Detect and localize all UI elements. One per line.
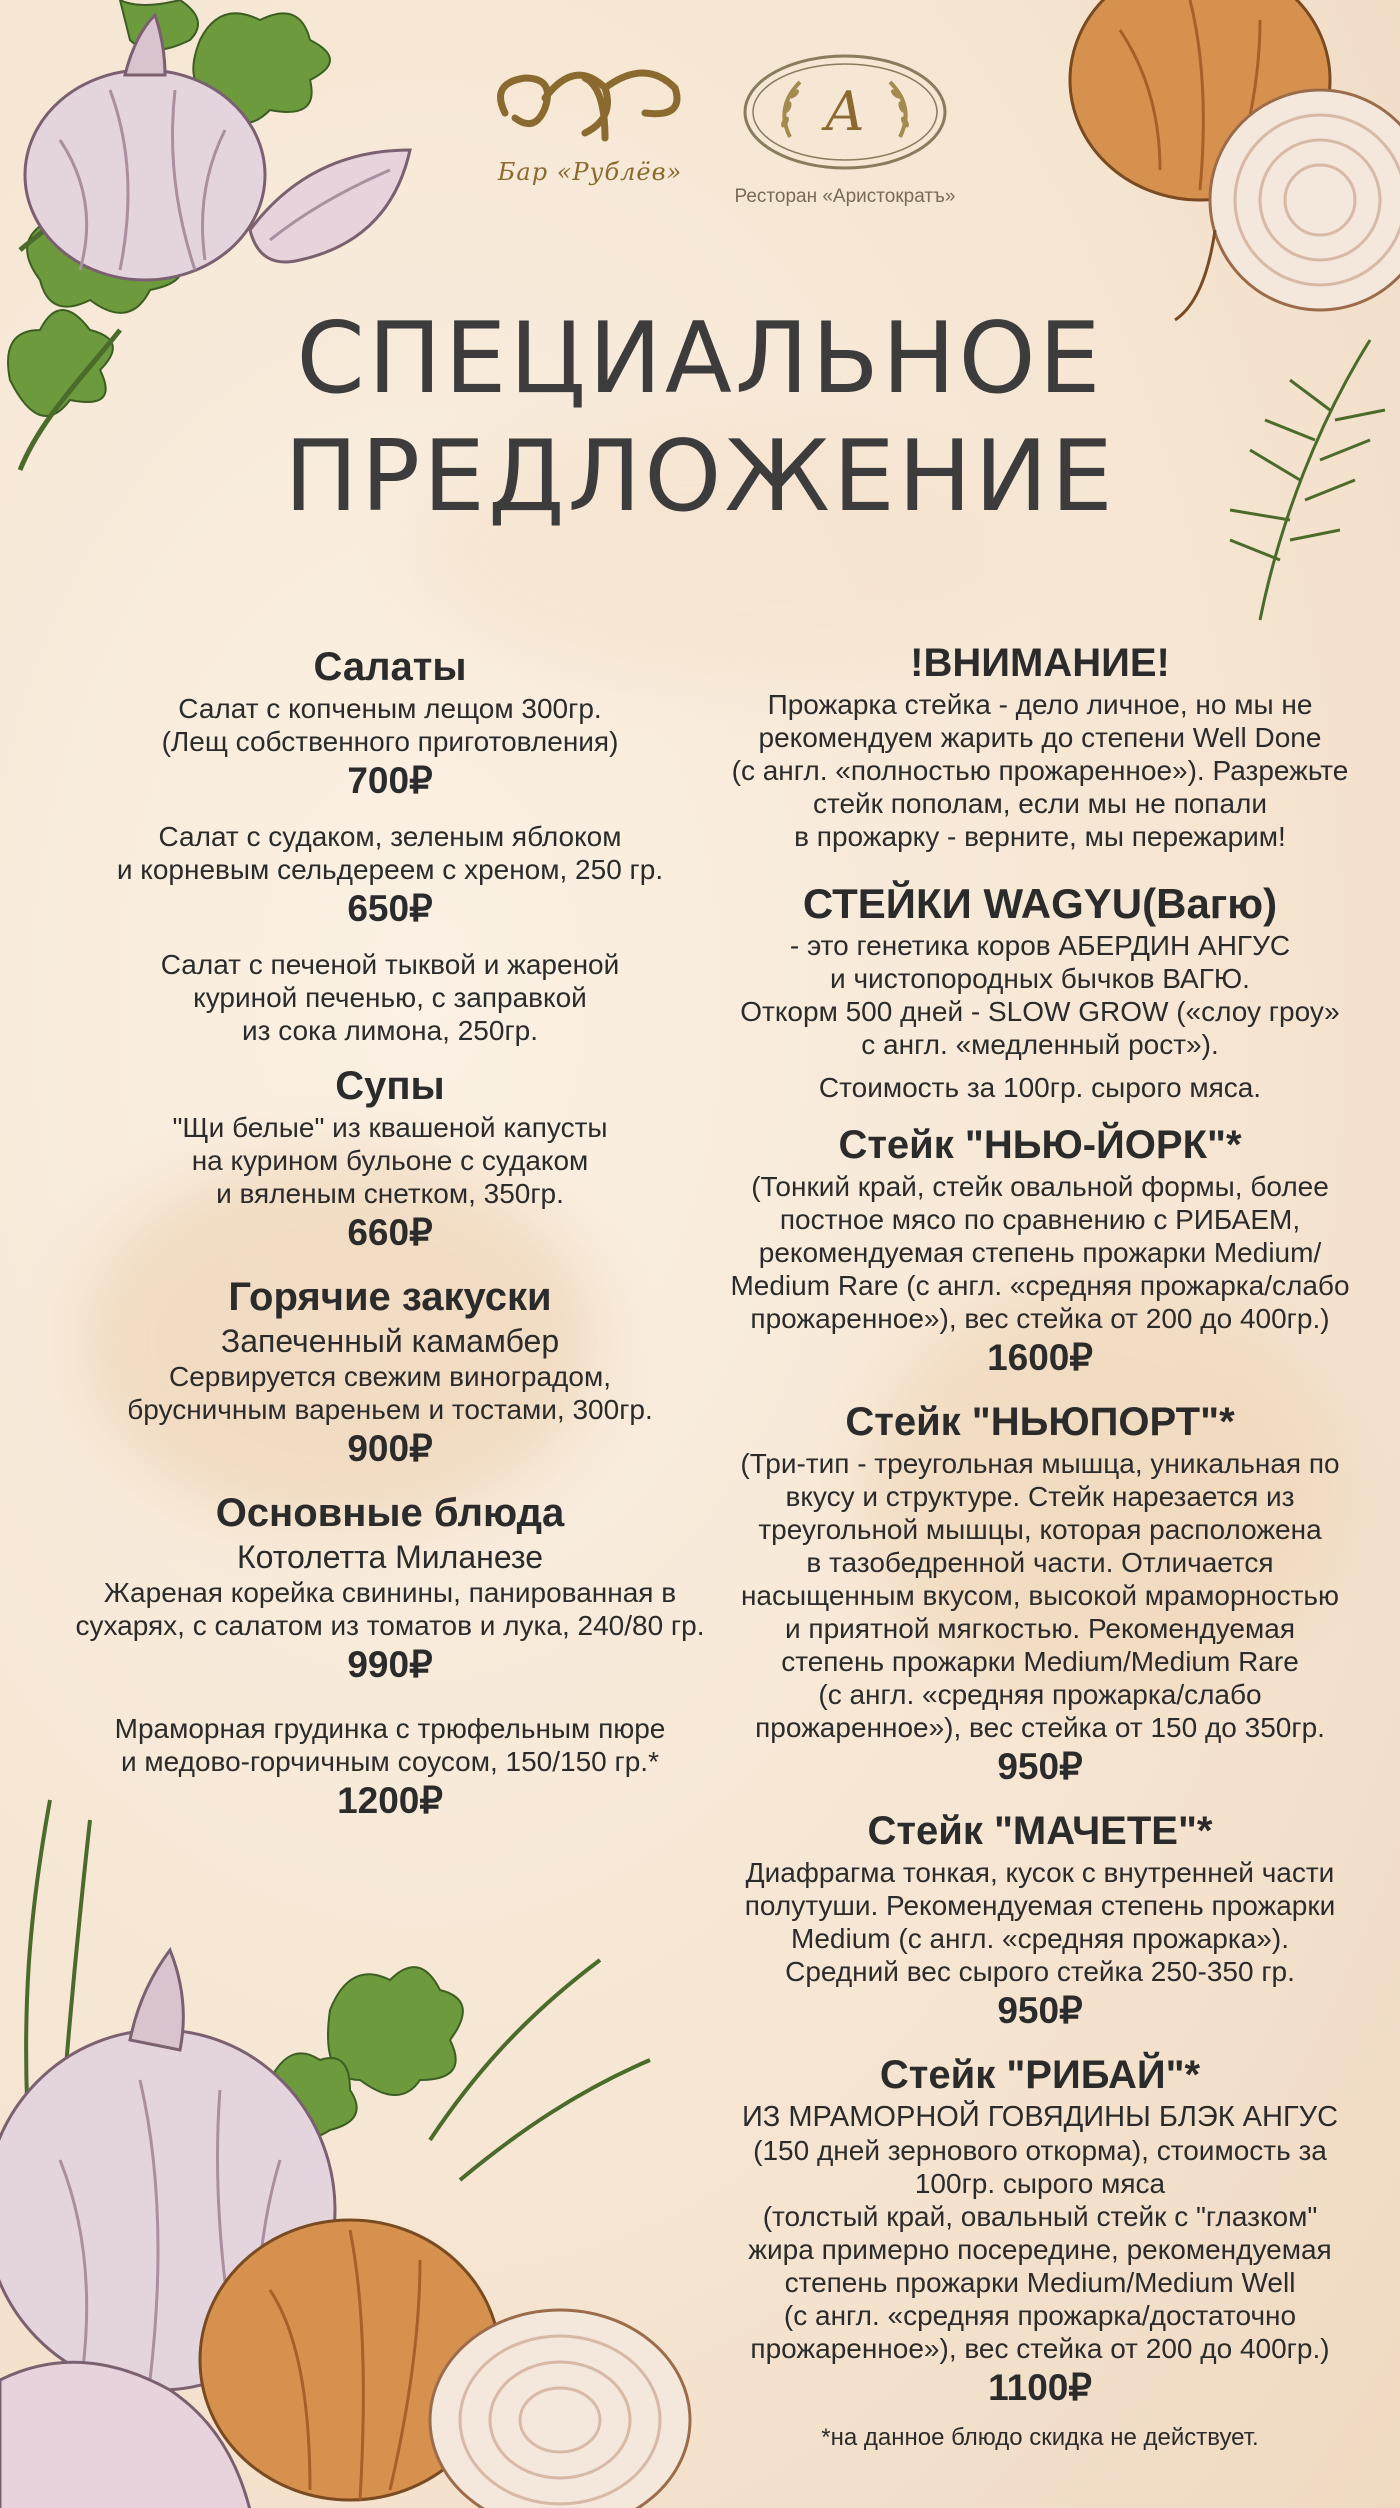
bar-rublev-logo xyxy=(470,58,710,228)
menu-item-description: Салат с судаком, зеленым яблоком и корневым сельдереем с хреном, 250 гр. xyxy=(116,821,664,885)
attention-text: Прожарка стейка - дело личное, но мы не рекомендуем жарить до степени Well Done (с англ. «полностью прожаренное»). Разрежьте стейк пополам, если мы не попали в прожарку - верните, мы пережарим! xyxy=(731,689,1349,852)
steak-heading: Стейк "НЬЮПОРТ"* xyxy=(845,1400,1235,1444)
section-heading-main-courses: Основные блюда xyxy=(215,1491,565,1535)
wagyu-price-note: Стоимость за 100гр. сырого мяса. xyxy=(818,1072,1262,1103)
aristokrat-caption: Ресторан «Аристократъ» xyxy=(734,186,956,207)
menu-item-description: Салат с копченым лещом 300гр. (Лещ собственного приготовления) xyxy=(161,693,619,757)
steak-price: 950₽ xyxy=(997,1746,1083,1787)
menu-item-description: Мраморная грудинка с трюфельным пюре и медово-горчичным соусом, 150/150 гр.* xyxy=(114,1713,666,1777)
menu-item-description: Салат с печеной тыквой и жареной куриной печенью, с заправкой из сока лимона, 250гр. xyxy=(160,949,620,1046)
menu-item-description: Сервируется свежим виноградом, брусничным вареньем и тостами, 300гр. xyxy=(127,1361,653,1425)
steak-price: 950₽ xyxy=(997,1990,1083,2031)
steak-price: 1100₽ xyxy=(988,2367,1092,2408)
steak-subheading: ИЗ МРАМОРНОЙ ГОВЯДИНЫ БЛЭК АНГУС xyxy=(741,2101,1339,2133)
page-title xyxy=(0,300,1400,536)
section-heading-hot-appetizers: Горячие закуски xyxy=(228,1275,552,1319)
menu-item-name: Запеченный камамбер xyxy=(220,1323,560,1359)
menu-item-price: 660₽ xyxy=(347,1212,433,1253)
menu-item-price: 900₽ xyxy=(347,1428,433,1469)
wagyu-heading: СТЕЙКИ WAGYU(Вагю) xyxy=(802,880,1278,927)
menu-item-description: "Щи белые" из квашеной капусты на курином бульоне с судаком и вяленым снетком, 350гр. xyxy=(172,1112,608,1209)
title-line-2: ПРЕДЛОЖЕНИЕ xyxy=(284,420,1116,534)
steak-price: 1600₽ xyxy=(987,1337,1093,1378)
title-line-1: СПЕЦИАЛЬНОЕ xyxy=(296,302,1104,416)
steak-description: (Три-тип - треугольная мышца, уникальная по вкусу и структуре. Стейк нарезается из треугольной мышцы, которая расположена в тазобедренной части. Отличается насыщенным вкусом, высокой мраморностью и приятной мягкостью. Рекомендуемая степень прожарки Medium/Medium Rare (с англ. «средняя прожарка/слабо прожаренное»), вес стейка от 150 до 350гр. xyxy=(740,1448,1340,1743)
section-heading-soups: Супы xyxy=(335,1064,445,1108)
steak-heading: Стейк "НЬЮ-ЙОРК"* xyxy=(838,1123,1242,1167)
steak-description: (Тонкий край, стейк овальной формы, более постное мясо по сравнению с РИБАЕМ, рекомендуемая степень прожарки Medium/ Medium Rare (с англ. «средняя прожарка/слабо прожаренное»), вес стейка от 200 до 400гр.) xyxy=(730,1171,1350,1334)
discount-footnote: *на данное блюдо скидка не действует. xyxy=(821,2424,1259,2451)
aristokrat-monogram: А xyxy=(824,80,866,143)
steak-description: (150 дней зернового откорма), стоимость за 100гр. сырого мяса (толстый край, овальный стейк с "глазком" жира примерно посередине, рекомендуемая степень прожарки Medium/Medium Well (с англ. «средняя прожарка/достаточно прожаренное»), вес стейка от 200 до 400гр.) xyxy=(748,2135,1332,2364)
garlic-onion-illustration-bottom-left xyxy=(0,1760,720,2508)
aristokrat-restaurant-logo xyxy=(715,52,975,232)
bar-rublev-emblem xyxy=(485,58,695,148)
steak-heading: Стейк "РИБАЙ"* xyxy=(879,2053,1201,2097)
menu-item-name: Котолетта Миланезе xyxy=(236,1539,544,1575)
steak-heading: Стейк "МАЧЕТЕ"* xyxy=(867,1809,1213,1853)
attention-heading: !ВНИМАНИЕ! xyxy=(910,641,1170,685)
left-menu-column xyxy=(60,642,720,1824)
menu-item-price: 650₽ xyxy=(347,888,433,929)
menu-item-price: 700₽ xyxy=(347,760,433,801)
menu-item-price: 1200₽ xyxy=(337,1780,443,1821)
menu-item-price: 990₽ xyxy=(347,1644,433,1685)
aristokrat-emblem xyxy=(740,52,950,172)
bar-rublev-caption: Бар «Рублёв» xyxy=(497,158,683,186)
menu-item-description: Жареная корейка свинины, панированная в сухарях, с салатом из томатов и лука, 240/80 гр. xyxy=(75,1577,705,1641)
right-menu-column xyxy=(720,638,1360,2453)
section-heading-salads: Салаты xyxy=(313,645,467,689)
steak-description: Диафрагма тонкая, кусок с внутренней части полутуши. Рекомендуемая степень прожарки Medium (с англ. «средняя прожарка»). Средний вес сырого стейка 250-350 гр. xyxy=(744,1857,1336,1987)
wagyu-description: - это генетика коров АБЕРДИН АНГУС и чистопородных бычков ВАГЮ. Откорм 500 дней - SLOW GROW («слоу гроу» с англ. «медленный рост»). xyxy=(740,930,1340,1060)
